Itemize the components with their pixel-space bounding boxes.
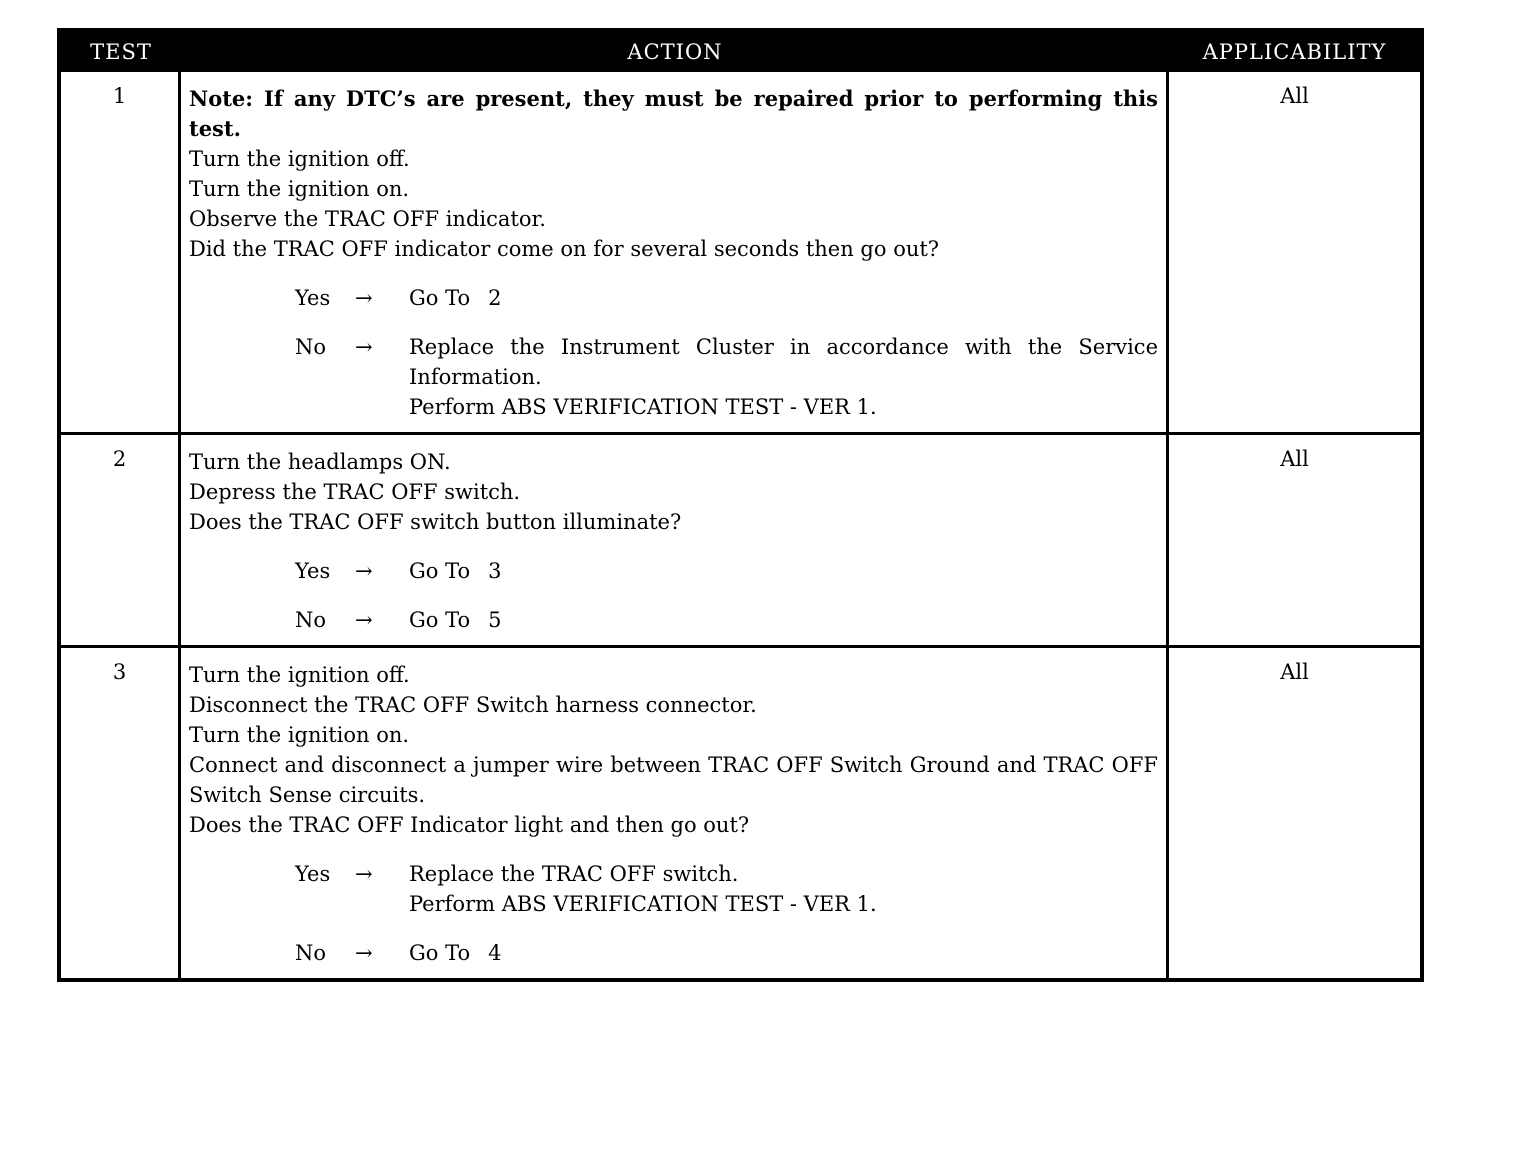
yes-label: Yes — [295, 286, 331, 310]
goto-number: 3 — [488, 559, 502, 583]
goto-text — [409, 556, 1158, 586]
table-row — [61, 432, 1420, 645]
step-text: Turn the ignition on. — [189, 177, 410, 201]
test-number: 2 — [61, 435, 181, 645]
arrow-icon: → — [355, 335, 373, 359]
goto-label: Go To — [409, 559, 471, 583]
yes-branch — [189, 859, 1158, 919]
goto-number: 2 — [488, 286, 502, 310]
goto-text — [409, 605, 1158, 635]
step-text: Does the TRAC OFF Indicator light and then go out? — [189, 813, 750, 837]
test-number: 1 — [61, 72, 181, 432]
applicability-value: All — [1280, 84, 1309, 108]
action-cell — [181, 648, 1169, 978]
step-text: Disconnect the TRAC OFF Switch harness connector. — [189, 693, 757, 717]
step-text: Turn the ignition on. — [189, 723, 410, 747]
header-action: ACTION — [627, 40, 723, 64]
action-cell — [181, 435, 1169, 645]
table-row — [61, 72, 1420, 432]
step-text: Does the TRAC OFF switch button illuminate? — [189, 510, 682, 534]
diagnostic-test-table — [57, 28, 1424, 982]
step-text: Observe the TRAC OFF indicator. — [189, 207, 546, 231]
no-branch — [189, 938, 1158, 968]
note-text: Note: If any DTC’s are present, they must be repaired prior to performing this test. — [189, 86, 1158, 141]
branch-instructions — [409, 332, 1158, 422]
table-row — [61, 645, 1420, 978]
header-applicability: APPLICABILITY — [1202, 40, 1387, 64]
goto-number: 4 — [488, 941, 502, 965]
step-text: Turn the headlamps ON. — [189, 450, 451, 474]
arrow-icon: → — [355, 559, 373, 583]
branch-line: Replace the Instrument Cluster in accordance with the Service Information. — [409, 335, 1158, 389]
step-text: Turn the ignition off. — [189, 663, 410, 687]
goto-text — [409, 283, 1158, 313]
no-label: No — [295, 608, 327, 632]
goto-label: Go To — [409, 941, 471, 965]
step-text: Did the TRAC OFF indicator come on for several seconds then go out? — [189, 237, 940, 261]
step-text: Depress the TRAC OFF switch. — [189, 480, 521, 504]
yes-label: Yes — [295, 559, 331, 583]
step-text: Connect and disconnect a jumper wire between TRAC OFF Switch Ground and TRAC OFF Switch Sense circuits. — [189, 753, 1158, 807]
yes-branch — [189, 556, 1158, 586]
step-text: Turn the ignition off. — [189, 147, 410, 171]
yes-branch — [189, 283, 1158, 313]
applicability-value: All — [1280, 447, 1309, 471]
table-header — [61, 32, 1420, 72]
branch-line: Replace the TRAC OFF switch. — [409, 862, 739, 886]
yes-label: Yes — [295, 862, 331, 886]
no-label: No — [295, 941, 327, 965]
no-branch — [189, 605, 1158, 635]
applicability-value: All — [1280, 660, 1309, 684]
goto-text — [409, 938, 1158, 968]
test-number: 3 — [61, 648, 181, 978]
arrow-icon: → — [355, 862, 373, 886]
goto-label: Go To — [409, 286, 471, 310]
branch-line: Perform ABS VERIFICATION TEST - VER 1. — [409, 395, 877, 419]
arrow-icon: → — [355, 286, 373, 310]
branch-line: Perform ABS VERIFICATION TEST - VER 1. — [409, 892, 877, 916]
no-label: No — [295, 335, 327, 359]
branch-instructions — [409, 859, 1158, 919]
no-branch — [189, 332, 1158, 422]
arrow-icon: → — [355, 941, 373, 965]
arrow-icon: → — [355, 608, 373, 632]
goto-label: Go To — [409, 608, 471, 632]
action-cell — [181, 72, 1169, 432]
header-test: TEST — [90, 40, 152, 64]
goto-number: 5 — [488, 608, 502, 632]
